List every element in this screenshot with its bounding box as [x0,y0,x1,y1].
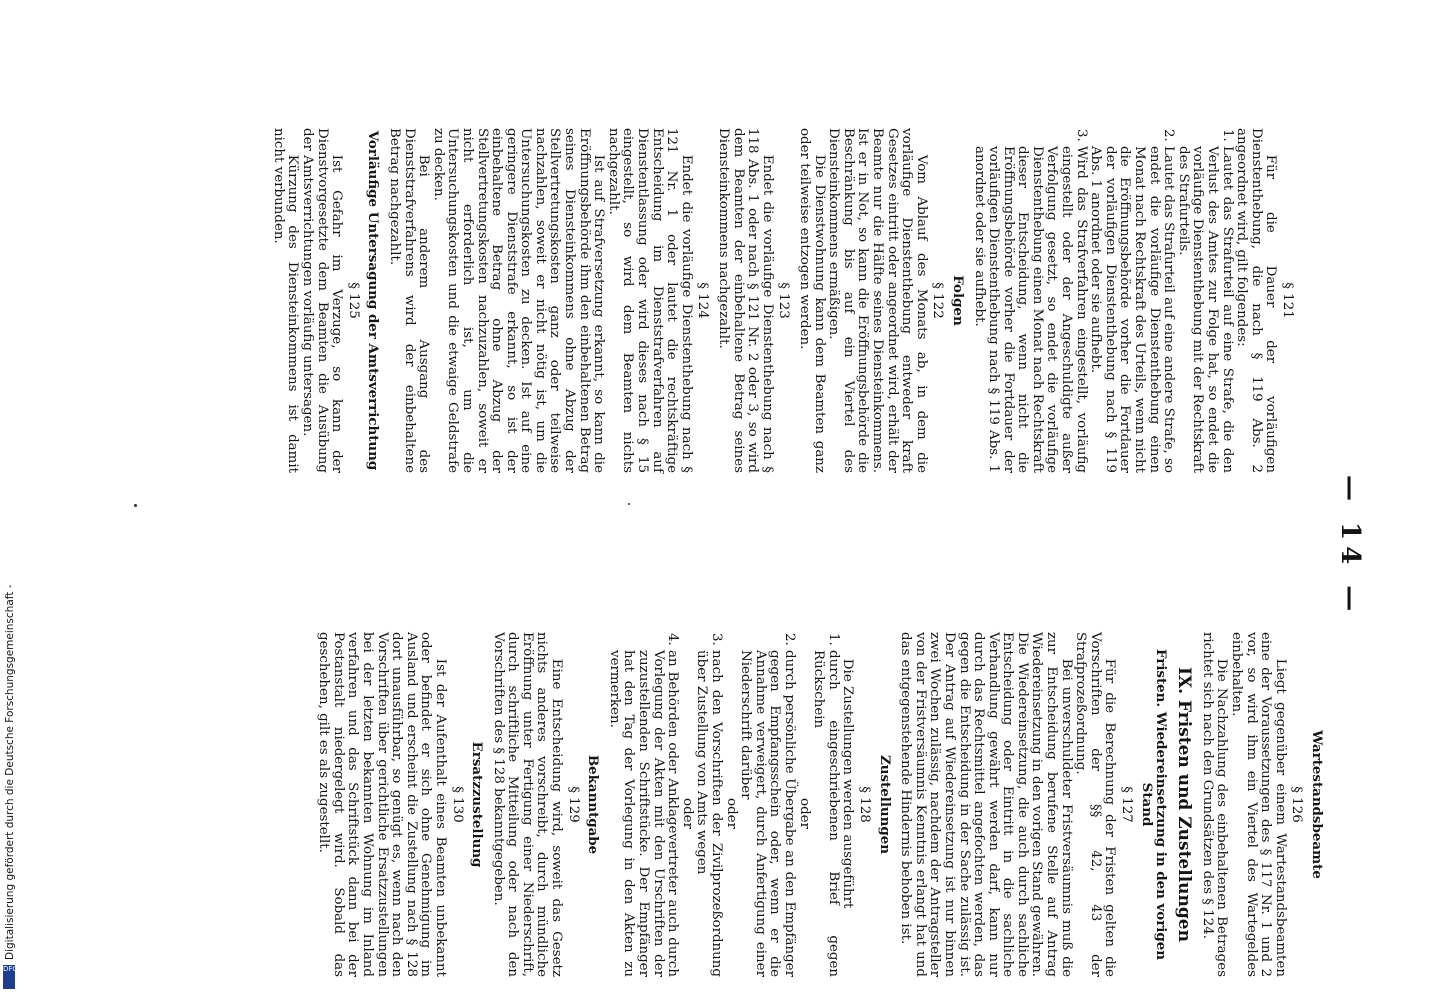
or-word: oder [679,798,695,829]
heading-fristen: Fristen. Wiedereinsetzung in den vorigen Stand [1138,649,1170,960]
right-text-column [316,632,1330,977]
section-127-text: Für die Berechnung der Fristen gelten die Vorschriften der §§ 42, 43 der Strafprozeßordnung. [1073,632,1118,977]
section-130-text: Ist der Aufenthalt eines Beamten unbekannt oder befindet er sich ohne Genehmigung im Ausland und erscheint die Zustellung nach § 128 dort unausführbar, so genügt es, wenn nach den Vorschriften über gerichtliche Ersatzzustellungen bei der letzten bekannten Wohnung im Inland verfahren und das Schriftstück dann bei der Postanstalt niedergelegt wird. Sobald das geschehen, gilt es als zugestellt. [316,632,448,977]
section-127-number: § 127 [1119,786,1135,823]
heading-vorlaeufige-untersagung: Vorläufige Untersagung der Amtsverrichtung [365,130,382,471]
section-122-text2: Die Dienstwohnung kann dem Beamten ganz oder teilweise entzogen werden. [797,128,827,473]
section-126-number: § 126 [1289,786,1305,823]
section-128-number: § 128 [856,786,872,823]
section-125-text: Ist Gefahr im Verzuge, so kann der Dienstvorgesetzte dem Beamten die Ausübung der Amtsverrichtungen vorläufig untersagen. [300,128,345,473]
list-item: 1. durch eingeschriebenen Brief gegen Rückschein [811,650,840,977]
list-item: 1. Lautet das Strafurteil auf eine Strafe, die den Verlust des Amtes zur Folge hat, so endet die vorläufige Dienstenthebung mit der Rechtskraft des Strafurteils. [1175,146,1233,473]
section-124-text2: Ist auf Strafversetzung erkannt, so kann die Eröffnungsbehörde ihm den einbehaltenen Betrag seines Diensteinkommens ohne Abzug der Stellvertretungskosten ganz oder teilweise nachzahlen, soweit er nicht nötig ist, um die Untersuchungskosten zu decken. Ist auf eine geringere Dienststrafe erkannt, so ist der einbehaltene Betrag ohne Abzug der Stellvertretungskosten nachzuzahlen, soweit er nicht erforderlich ist, um die Untersuchungskosten und die etwaige Geldstrafe zu decken. [430,128,607,473]
heading-zustellungen: Zustellungen [876,754,893,855]
list-item: 2. Lautet das Strafurteil auf eine andere Strafe, so endet die vorläufige Dienstenthebung einen Monat nach Rechtskraft des Urteils, wenn nicht die Eröffnungsbehörde vorher die Fortdauer der vorläufigen Dienstenthebung nach § 119 Abs. 1 anordnet oder sie aufhebt. [1088,146,1176,473]
section-125-text2: Kürzung des Diensteinkommens ist damit nicht verbunden. [270,128,301,473]
dfg-logo: DFG [3,965,15,989]
section-124-text3: Bei anderem Ausgang des Dienststrafverfahrens wird der einbehaltene Betrag nachgezahlt. [386,128,432,473]
heading-bekanntgabe: Bekanntgabe [585,754,602,855]
heading-folgen: Folgen [949,275,966,326]
chapter-title: IX. Fristen und Zustellungen [1174,667,1195,942]
or-word: oder [796,798,812,829]
list-item: 3. nach den Vorschriften der Zivilprozeßordnung über Zustellung von Amts wegen [694,650,723,977]
section-126-text: Liegt gegenüber einem Wartestandsbeamten eine der Voraussetzungen des § 117 Nr. 1 und 2 vor, so wird ihm ein Viertel des Wartegeldes einbehalten. [1229,632,1288,977]
section-123-text: Endet die vorläufige Dienstenthebung nach § 118 Abs. 1 oder nach § 121 Nr. 2 oder 3, so wird dem Beamten der einbehaltene Betrag seines Diensteinkommens nachgezahlt. [716,128,775,473]
list-item: 4. an Behörden oder Anklagevertreter auch durch Vorlegung der Akten mit den Urschriften der zuzustellenden Schriftstücke. Der Empfänger hat den Tag der Vorlegung in den Akten zu vermerken. [606,650,679,977]
list-item: 3. Wird das Strafverfahren eingestellt, vorläufig eingestellt oder der Angeschuldigte außer Verfolgung gesetzt, so endet die vorläufige Dienstenthebung einen Monat nach Rechtskraft dieser Entscheidung, wenn nicht die Eröffnungsbehörde vorher die Fortdauer der vorläufigen Dienstenthebung nach § 119 Abs. 1 anordnet oder sie aufhebt. [971,146,1088,473]
section-127-text2: Bei unverschuldeter Fristversäumnis muß die zur Entscheidung berufene Stelle auf Antrag Wiedereinsetzung in den vorigen Stand gewähren. Die Wiedereinsetzung, die auch durch sachliche Entscheidung oder Eintritt in die sachliche Verhandlung gewährt werden darf, kann nur durch das Rechtsmittel angefochten werden, das gegen die Entscheidung in der Sache zulässig ist. Der Antrag auf Wiedereinsetzung ist nur binnen zwei Wochen zulässig, nachdem der Antragsteller von der Fristversäumnis Kenntnis erlangt hat und das entgegenstehende Hindernis behoben ist. [898,632,1074,977]
heading-ersatzzustellung: Ersatzzustellung [469,741,486,868]
section-122-text: Vom Ablauf des Monats ab, in dem die vorläufige Dienstenthebung entweder kraft Gesetzes eintritt oder angeordnet wird, erhält der Beamte nur die Hälfte seines Diensteinkommens. Ist er in Not, so kann die Eröffnungsbehörde die Beschränkung bis auf ein Viertel des Diensteinkommens ermäßigen. [826,128,929,473]
scan-speck [628,503,630,505]
section-121-list [971,128,1234,473]
left-text-column [270,128,1300,473]
section-123-number: § 123 [776,282,792,319]
section-125-number: § 125 [345,282,361,319]
list-item: 2. durch persönliche Übergabe an den Empfänger gegen Empfangsschein oder, wenn er die Annahme verweigert, durch Anfertigung einer Niederschrift darüber [738,650,796,977]
section-128-intro: Die Zustellungen werden ausgeführt [840,658,856,909]
section-129-text: Eine Entscheidung wird, soweit das Gesetz nichts anderes vorschreibt, durch mündliche Eröffnung unter Fertigung einer Niederschrift, durch schriftliche Mitteilung oder nach den Vorschriften des § 128 bekanntgegeben. [490,632,565,977]
page-number-header: — 14 — [1335,475,1365,618]
section-124-text: Endet die vorläufige Dienstenthebung nach § 121 Nr. 1 oder lautet die rechtskräftige Entscheidung im Dienststrafverfahren auf Dienstentlassung oder wird dieses nach § 15 eingestellt, so wird dem Beamten nichts nachgezahlt. [605,128,694,473]
section-130-number: § 130 [449,786,465,823]
heading-wartestandsbeamte: Wartestandsbeamte [1309,730,1325,879]
section-126-text2: Die Nachzahlung des einbehaltenen Betrages richtet sich nach den Grundsätzen des § 124. [1199,632,1230,977]
section-128-list [606,632,840,977]
section-124-number: § 124 [695,282,711,319]
or-word: oder [723,798,739,829]
section-121-number: § 121 [1280,282,1295,319]
section-121-intro: Für die Dauer der vorläufigen Dienstenthebung, die nach § 119 Abs. 2 angeordnet wird, gilt folgendes: [1234,128,1279,473]
section-129-number: § 129 [565,786,581,823]
scan-speck [134,504,137,507]
digitization-credit: Digitalisierung gefördert durch die Deutsche Forschungsgemeinschaft - [4,584,16,960]
section-122-number: § 122 [930,282,946,319]
